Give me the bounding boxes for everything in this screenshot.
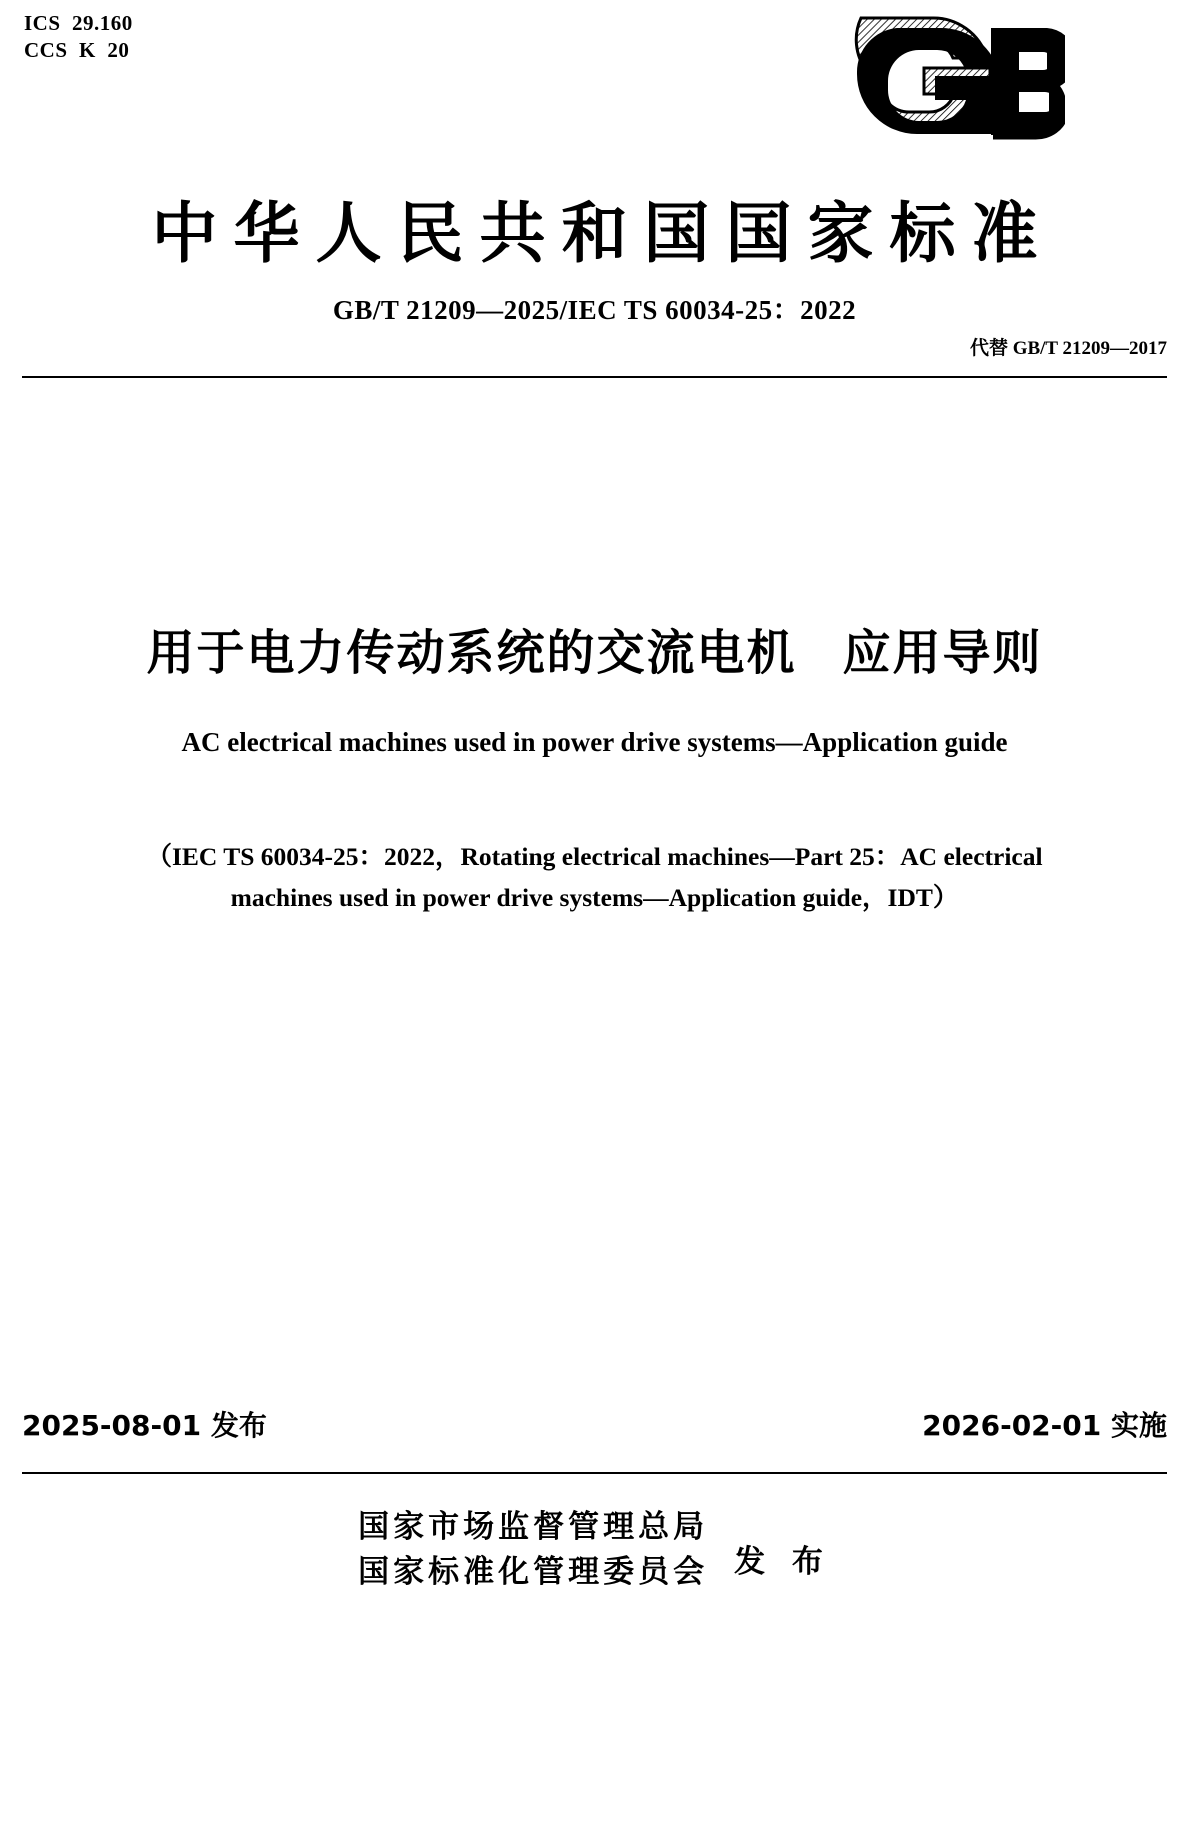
document-title-en: AC electrical machines used in power drive systems—Application guide [181, 727, 1008, 757]
document-title-cn-main: 用于电力传动系统的交流电机 [146, 625, 797, 681]
ccs-code: CCS K 20 [24, 37, 130, 62]
divider-top [22, 376, 1167, 378]
issuer-action-label: 发 布 [734, 1544, 831, 1581]
divider-bottom [22, 1472, 1167, 1474]
page-title: 中华人民共和国国家标准 [151, 194, 1054, 272]
classification-codes [24, 10, 133, 64]
issue-date: 2025-08-01 发布 [22, 1409, 267, 1442]
document-title-cn [0, 614, 1189, 683]
source-standard-note [40, 836, 1149, 919]
replaces-note: 代替 GB/T 21209—2017 [969, 338, 1167, 359]
document-title-cn-sub: 应用导则 [842, 625, 1043, 681]
source-standard-note-line2: machines used in power drive systems—Application guide，IDT） [230, 883, 959, 913]
source-standard-note-line1: （IEC TS 60034-25：2022，Rotating electrical machines—Part 25：AC electrical [146, 842, 1043, 871]
gb-logo-icon [805, 14, 1065, 144]
date-row [22, 1404, 1167, 1444]
issuer-line-2: 国家标准化管理委员会 [358, 1553, 709, 1590]
issuer-names [358, 1505, 708, 1595]
standard-number: GB/T 21209—2025/IEC TS 60034-25：2022 [332, 295, 857, 325]
implementation-date: 2026-02-01 实施 [922, 1409, 1167, 1442]
issuer-block [0, 1505, 1189, 1595]
issuer-line-1: 国家市场监督管理总局 [358, 1509, 709, 1545]
ics-code: ICS 29.160 [24, 11, 133, 35]
